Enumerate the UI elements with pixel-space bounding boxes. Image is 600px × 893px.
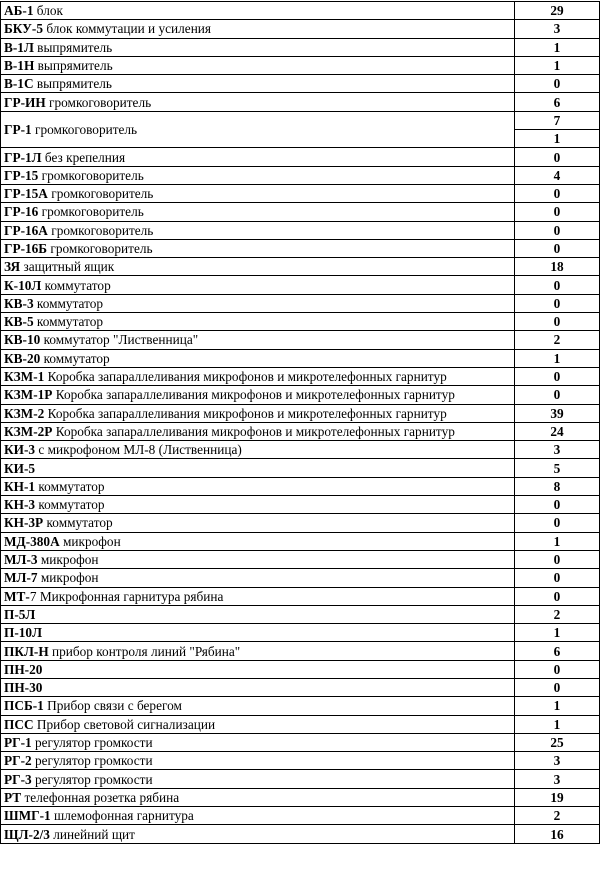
item-description: коммутатор "Лиственница" <box>40 332 199 348</box>
item-name-cell <box>1 807 515 825</box>
item-quantity-cell: 6 <box>515 642 600 660</box>
item-code: МД-380А <box>4 533 60 549</box>
item-description: микрофон <box>37 552 99 568</box>
table-row <box>1 678 600 696</box>
item-code: КВ-3 <box>4 295 34 311</box>
item-description: прибор контроля линий "Рябина" <box>48 643 241 659</box>
item-name-cell <box>1 715 515 733</box>
item-description: 7 Микрофонная гарнитура рябина <box>29 588 224 604</box>
item-name-cell <box>1 239 515 257</box>
item-quantity-cell: 1 <box>515 697 600 715</box>
table-row <box>1 56 600 74</box>
table-row <box>1 276 600 294</box>
table-row <box>1 807 600 825</box>
item-name-cell <box>1 75 515 93</box>
item-name-cell <box>1 313 515 331</box>
item-description: громкоговоритель <box>38 204 144 220</box>
item-name-cell <box>1 733 515 751</box>
item-description: регулятор громкости <box>31 771 153 787</box>
item-code: ГР-ИН <box>4 94 46 110</box>
table-row <box>1 75 600 93</box>
item-name-cell <box>1 294 515 312</box>
item-code: КЗМ-1Р <box>4 387 53 403</box>
table-row <box>1 148 600 166</box>
item-name-cell <box>1 532 515 550</box>
table-row <box>1 93 600 111</box>
table-row <box>1 752 600 770</box>
item-description: громкоговоритель <box>47 241 153 256</box>
item-name-cell <box>1 678 515 696</box>
table-row <box>1 221 600 239</box>
item-description: микрофон <box>59 533 121 549</box>
item-quantity-cell: 1 <box>515 56 600 74</box>
item-quantity-cell: 3 <box>515 752 600 770</box>
item-quantity-cell: 0 <box>515 75 600 93</box>
table-row <box>1 697 600 715</box>
item-code: МТ- <box>4 588 30 604</box>
item-name-cell <box>1 422 515 440</box>
table-row <box>1 203 600 221</box>
table-row <box>1 111 600 129</box>
item-code: КИ-3 <box>4 442 36 458</box>
item-quantity-cell: 0 <box>515 367 600 385</box>
item-quantity-cell: 2 <box>515 807 600 825</box>
item-code: ЩЛ-2/3 <box>4 826 50 842</box>
item-description: без крепелния <box>41 149 126 165</box>
item-quantity-cell: 1 <box>515 624 600 642</box>
item-code: КВ-20 <box>4 350 41 366</box>
item-description: коммутатор <box>35 497 105 513</box>
inventory-table-body <box>1 2 600 844</box>
item-name-cell <box>1 276 515 294</box>
item-description: телефонная розетка рябина <box>21 789 180 805</box>
table-row <box>1 733 600 751</box>
item-quantity-cell: 7 <box>515 111 600 129</box>
item-code: КВ-10 <box>4 332 41 348</box>
table-row <box>1 422 600 440</box>
table-row <box>1 331 600 349</box>
item-code: ПН-20 <box>4 661 43 677</box>
table-row <box>1 258 600 276</box>
table-row <box>1 642 600 660</box>
item-code: П-5Л <box>4 606 36 622</box>
item-quantity-cell: 2 <box>515 605 600 623</box>
item-code: В-1С <box>4 76 34 92</box>
table-row <box>1 477 600 495</box>
item-description: Коробка запараллеливания микрофонов и микротелефонных гарнитур <box>44 369 447 385</box>
item-quantity-cell: 0 <box>515 221 600 239</box>
item-quantity-cell: 3 <box>515 770 600 788</box>
item-code: П-10Л <box>4 625 42 641</box>
item-name-cell <box>1 349 515 367</box>
table-row <box>1 459 600 477</box>
item-quantity-cell: 1 <box>515 532 600 550</box>
item-name-cell <box>1 752 515 770</box>
item-quantity-cell: 4 <box>515 166 600 184</box>
item-quantity-cell: 0 <box>515 239 600 257</box>
item-code: ГР-16А <box>4 222 48 238</box>
item-code: К-10Л <box>4 277 42 293</box>
table-row <box>1 550 600 568</box>
table-row <box>1 184 600 202</box>
table-row <box>1 166 600 184</box>
item-code: ШМГ-1 <box>4 808 51 824</box>
table-row <box>1 496 600 514</box>
item-quantity-cell: 18 <box>515 258 600 276</box>
item-code: ГР-1 <box>4 122 32 138</box>
item-code: ГР-15 <box>4 167 39 183</box>
item-code: РГ-1 <box>4 735 32 751</box>
item-quantity-cell: 0 <box>515 386 600 404</box>
item-code: АБ-1 <box>4 3 34 19</box>
item-description: Коробка запараллеливания микрофонов и микротелефонных гарнитур <box>52 387 455 403</box>
item-name-cell <box>1 770 515 788</box>
item-quantity-cell: 3 <box>515 20 600 38</box>
item-quantity-cell: 0 <box>515 660 600 678</box>
item-code: ГР-16 <box>4 204 39 220</box>
table-row <box>1 624 600 642</box>
item-description: Коробка запараллеливания микрофонов и микротелефонных гарнитур <box>52 423 455 439</box>
item-description: коммутатор <box>33 314 104 330</box>
item-code: КИ-5 <box>4 460 36 476</box>
item-code: ГР-15А <box>4 186 48 202</box>
item-description: громкоговоритель <box>38 167 144 183</box>
table-row <box>1 38 600 56</box>
item-code: В-1Н <box>4 58 35 74</box>
item-description: коммутатор <box>41 277 111 293</box>
item-name-cell <box>1 93 515 111</box>
item-code: В-1Л <box>4 39 34 55</box>
item-code: ПСС <box>4 716 34 732</box>
item-name-cell <box>1 825 515 843</box>
item-name-cell <box>1 148 515 166</box>
item-name-cell <box>1 550 515 568</box>
item-quantity-cell: 29 <box>515 2 600 20</box>
item-name-cell <box>1 367 515 385</box>
item-quantity-cell: 0 <box>515 294 600 312</box>
item-name-cell <box>1 166 515 184</box>
item-name-cell <box>1 20 515 38</box>
item-description: Прибор световой сигнализации <box>33 716 216 732</box>
item-quantity-cell: 16 <box>515 825 600 843</box>
item-name-cell <box>1 788 515 806</box>
table-row <box>1 239 600 257</box>
item-code: КЗМ-1 <box>4 369 45 385</box>
item-name-cell <box>1 203 515 221</box>
item-description: линейний щит <box>49 826 135 842</box>
item-code: ПКЛ-Н <box>4 643 49 659</box>
item-name-cell <box>1 111 515 148</box>
item-code: РТ <box>4 789 22 805</box>
item-quantity-cell: 25 <box>515 733 600 751</box>
item-code: БКУ-5 <box>4 21 44 37</box>
table-row <box>1 532 600 550</box>
item-quantity-cell: 0 <box>515 276 600 294</box>
table-row <box>1 660 600 678</box>
item-quantity-cell: 24 <box>515 422 600 440</box>
item-quantity-cell: 2 <box>515 331 600 349</box>
item-description: Коробка запараллеливания микрофонов и микротелефонных гарнитур <box>44 405 447 421</box>
item-name-cell <box>1 660 515 678</box>
item-description: с микрофоном МЛ-8 (Лиственница) <box>35 442 242 458</box>
item-quantity-cell: 3 <box>515 441 600 459</box>
item-description: коммутатор <box>40 350 110 366</box>
item-quantity-cell: 1 <box>515 130 600 148</box>
item-name-cell <box>1 587 515 605</box>
inventory-table <box>0 1 600 844</box>
item-quantity-cell: 0 <box>515 587 600 605</box>
item-quantity-cell: 1 <box>515 349 600 367</box>
item-code: МЛ-3 <box>4 552 38 568</box>
item-code: РГ-2 <box>4 753 32 769</box>
item-quantity-cell: 39 <box>515 404 600 422</box>
item-quantity-cell: 0 <box>515 514 600 532</box>
item-name-cell <box>1 2 515 20</box>
item-quantity-cell: 0 <box>515 569 600 587</box>
item-name-cell <box>1 331 515 349</box>
item-quantity-cell: 0 <box>515 203 600 221</box>
item-quantity-cell: 6 <box>515 93 600 111</box>
table-row <box>1 715 600 733</box>
item-code: КН-1 <box>4 478 36 494</box>
item-code: ГР-16Б <box>4 241 48 256</box>
table-row <box>1 770 600 788</box>
item-code: КЗМ-2Р <box>4 423 53 439</box>
item-description: коммутатор <box>43 515 113 531</box>
item-name-cell <box>1 221 515 239</box>
table-row <box>1 788 600 806</box>
item-quantity-cell: 0 <box>515 148 600 166</box>
table-row <box>1 313 600 331</box>
item-name-cell <box>1 404 515 422</box>
item-code: ПСБ-1 <box>4 698 44 714</box>
table-row <box>1 367 600 385</box>
table-row <box>1 825 600 843</box>
item-quantity-cell: 0 <box>515 313 600 331</box>
item-quantity-cell: 0 <box>515 678 600 696</box>
item-description: громкоговоритель <box>47 186 154 202</box>
table-row <box>1 514 600 532</box>
item-code: ГР-1Л <box>4 149 42 165</box>
item-code: РГ-3 <box>4 771 32 787</box>
item-description: блок <box>33 3 63 19</box>
item-description: регулятор громкости <box>31 735 153 751</box>
item-quantity-cell: 1 <box>515 38 600 56</box>
item-name-cell <box>1 258 515 276</box>
table-row <box>1 441 600 459</box>
item-description: коммутатор <box>35 478 105 494</box>
table-row <box>1 404 600 422</box>
item-code: КЗМ-2 <box>4 405 45 421</box>
item-description: громкоговоритель <box>31 122 138 138</box>
item-description: блок коммутации и усиления <box>43 21 212 37</box>
item-description: Прибор связи с берегом <box>43 698 182 714</box>
item-description: регулятор громкости <box>31 753 153 769</box>
item-description: микрофон <box>37 570 99 586</box>
item-description: выпрямитель <box>34 58 113 74</box>
table-row <box>1 587 600 605</box>
item-description: защитный ящик <box>20 259 115 275</box>
item-quantity-cell: 1 <box>515 715 600 733</box>
table-row <box>1 294 600 312</box>
item-description: громкоговоритель <box>47 222 154 238</box>
item-description: шлемофонная гарнитура <box>50 808 194 824</box>
item-name-cell <box>1 38 515 56</box>
table-row <box>1 605 600 623</box>
item-quantity-cell: 19 <box>515 788 600 806</box>
item-description: выпрямитель <box>33 39 113 55</box>
item-name-cell <box>1 697 515 715</box>
item-code: КН-3Р <box>4 515 44 531</box>
item-quantity-cell: 0 <box>515 184 600 202</box>
item-quantity-cell: 8 <box>515 477 600 495</box>
item-code: КН-3 <box>4 497 36 513</box>
item-quantity-cell: 5 <box>515 459 600 477</box>
item-name-cell <box>1 477 515 495</box>
item-code: МЛ-7 <box>4 570 38 586</box>
item-description: выпрямитель <box>33 76 112 92</box>
table-row <box>1 569 600 587</box>
item-name-cell <box>1 514 515 532</box>
item-name-cell <box>1 624 515 642</box>
item-name-cell <box>1 459 515 477</box>
item-name-cell <box>1 496 515 514</box>
table-row <box>1 349 600 367</box>
table-row <box>1 20 600 38</box>
item-name-cell <box>1 184 515 202</box>
item-name-cell <box>1 642 515 660</box>
item-name-cell <box>1 56 515 74</box>
item-name-cell <box>1 569 515 587</box>
item-quantity-cell: 0 <box>515 550 600 568</box>
item-code: ЗЯ <box>4 259 21 275</box>
item-code: КВ-5 <box>4 314 34 330</box>
item-description: громкоговоритель <box>45 94 152 110</box>
item-name-cell <box>1 441 515 459</box>
item-description: коммутатор <box>33 295 104 311</box>
table-row <box>1 386 600 404</box>
item-name-cell <box>1 386 515 404</box>
table-row <box>1 2 600 20</box>
item-code: ПН-30 <box>4 680 43 696</box>
item-quantity-cell: 0 <box>515 496 600 514</box>
item-name-cell <box>1 605 515 623</box>
